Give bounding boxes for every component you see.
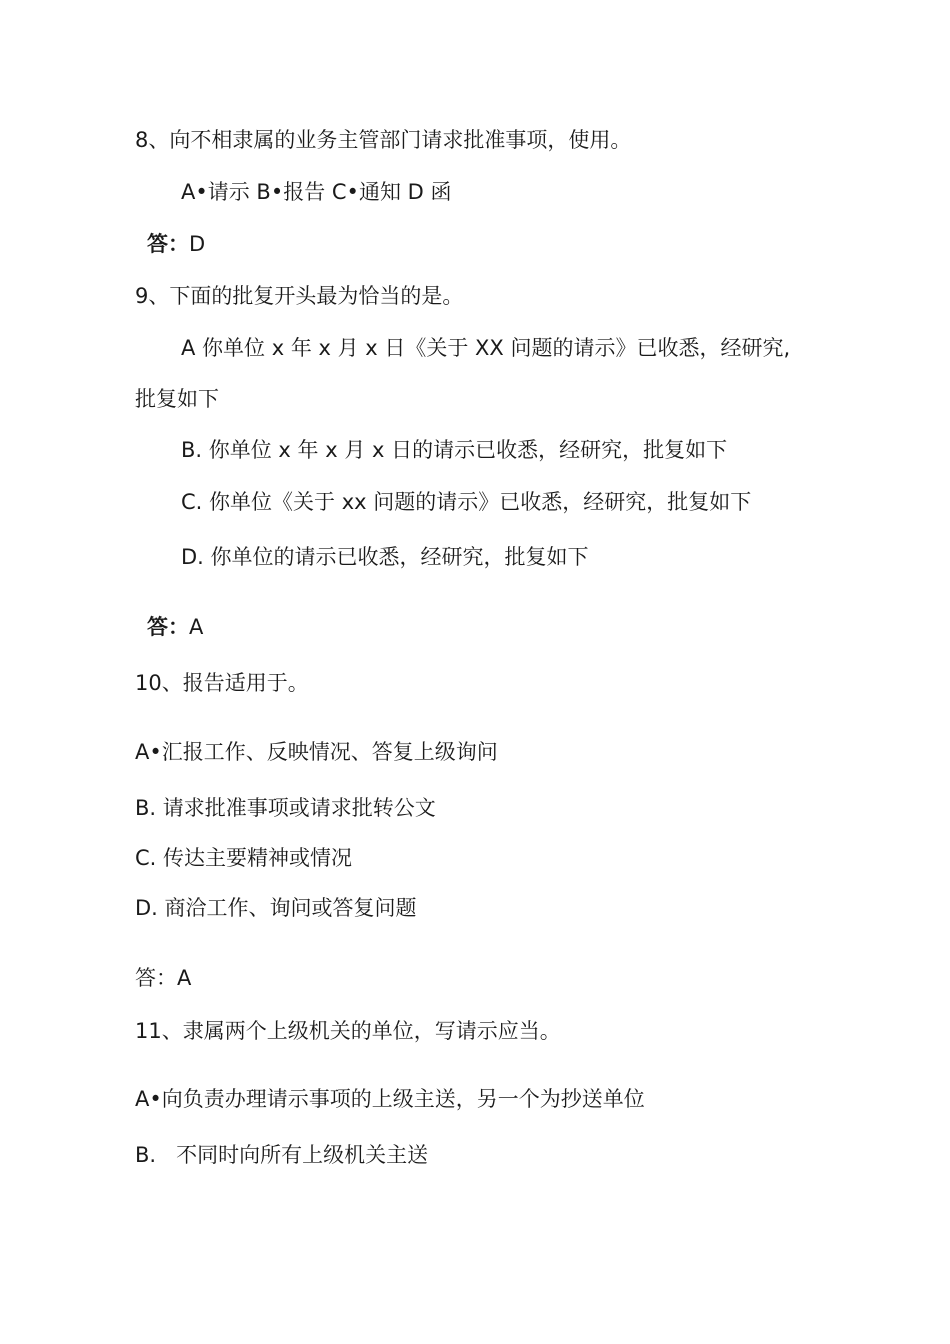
question-9-option-c: C. 你单位《关于 xx 问题的请示》已收悉，经研究，批复如下 <box>181 490 752 514</box>
question-11-text: 11、隶属两个上级机关的单位，写请示应当。 <box>135 1019 561 1043</box>
question-9-text: 9、下面的批复开头最为恰当的是。 <box>135 284 464 308</box>
question-9-answer <box>147 613 203 641</box>
question-8-answer <box>147 230 205 258</box>
question-9-option-a: A 你单位 x 年 x 月 x 日《关于 XX 问题的请示》已收悉，经研究, <box>181 336 791 360</box>
question-8-text: 8、向不相隶属的业务主管部门请求批准事项，使用。 <box>135 128 632 152</box>
question-10-option-b: B. 请求批准事项或请求批转公文 <box>135 796 436 820</box>
question-8-options: A•请示 B•报告 C•通知 D 函 <box>181 180 452 204</box>
question-9-option-b: B. 你单位 x 年 x 月 x 日的请示已收悉，经研究，批复如下 <box>181 438 728 462</box>
question-10-option-d: D. 商洽工作、询问或答复问题 <box>135 896 417 920</box>
question-10-option-c: C. 传达主要精神或情况 <box>135 846 353 870</box>
question-9-option-a-cont: 批复如下 <box>135 387 219 411</box>
question-11-option-b: B. 不同时向所有上级机关主送 <box>135 1143 429 1167</box>
question-11-option-a: A•向负责办理请示事项的上级主送，另一个为抄送单位 <box>135 1087 645 1111</box>
question-10-text: 10、报告适用于。 <box>135 671 309 695</box>
question-10-option-a: A•汇报工作、反映情况、答复上级询问 <box>135 740 498 764</box>
answer-value: D <box>189 232 206 256</box>
answer-value: A <box>189 615 204 639</box>
answer-label: 答： <box>147 232 189 256</box>
question-9-option-d: D. 你单位的请示已收悉，经研究，批复如下 <box>181 545 589 569</box>
answer-label: 答： <box>147 615 189 639</box>
question-10-answer: 答：A <box>135 966 192 990</box>
